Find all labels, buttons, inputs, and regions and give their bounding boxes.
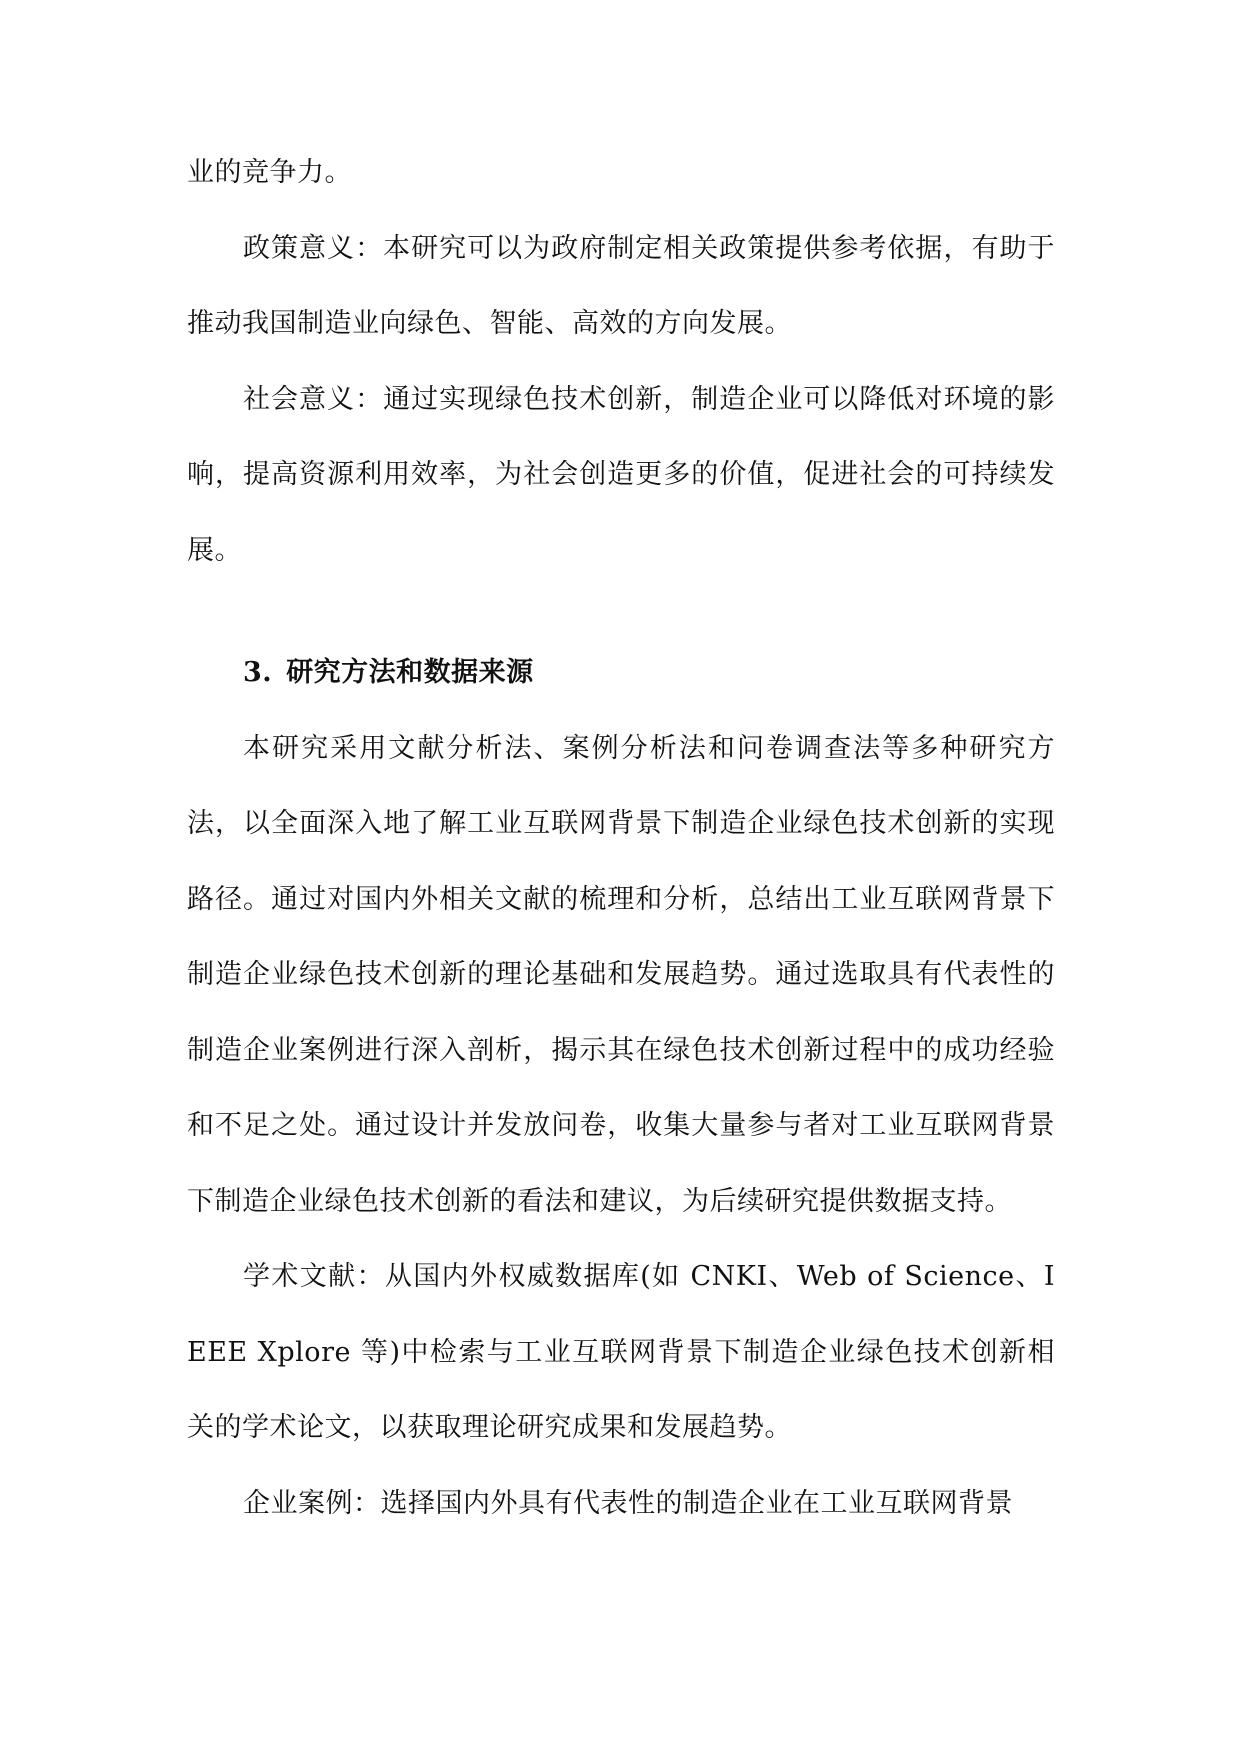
- paragraph-academic-literature: 学术文献：从国内外权威数据库(如 CNKI、Web of Science、IEEE Xplore 等)中检索与工业互联网背景下制造企业绿色技术创新相关的学术论文，以获取理论研究成果和发展趋势。: [187, 1261, 1055, 1443]
- paragraph-continuation: 业的竞争力。: [187, 157, 352, 188]
- section-number: 3.: [243, 657, 273, 688]
- paragraph-enterprise-cases: 企业案例：选择国内外具有代表性的制造企业在工业互联网背景: [243, 1487, 1013, 1519]
- paragraph-policy-significance: 政策意义：本研究可以为政府制定相关政策提供参考依据，有助于推动我国制造业向绿色、智能、高效的方向发展。: [187, 232, 1055, 339]
- section-spacer: [187, 588, 1055, 635]
- section-title: 研究方法和数据来源: [286, 657, 534, 688]
- paragraph-social-significance: 社会意义：通过实现绿色技术创新，制造企业可以降低对环境的影响，提高资源利用效率，为社会创造更多的价值，促进社会的可持续发展。: [187, 383, 1055, 566]
- paragraph-research-methods: 本研究采用文献分析法、案例分析法和问卷调查法等多种研究方法，以全面深入地了解工业互联网背景下制造企业绿色技术创新的实现路径。通过对国内外相关文献的梳理和分析，总结出工业互联网背景下制造企业绿色技术创新的理论基础和发展趋势。通过选取具有代表性的制造企业案例进行深入剖析，揭示其在绿色技术创新过程中的成功经验和不足之处。通过设计并发放问卷，收集大量参与者对工业互联网背景下制造企业绿色技术创新的看法和建议，为后续研究提供数据支持。: [187, 732, 1055, 1217]
- document-body: [187, 135, 1055, 1541]
- section-heading: [187, 635, 1055, 711]
